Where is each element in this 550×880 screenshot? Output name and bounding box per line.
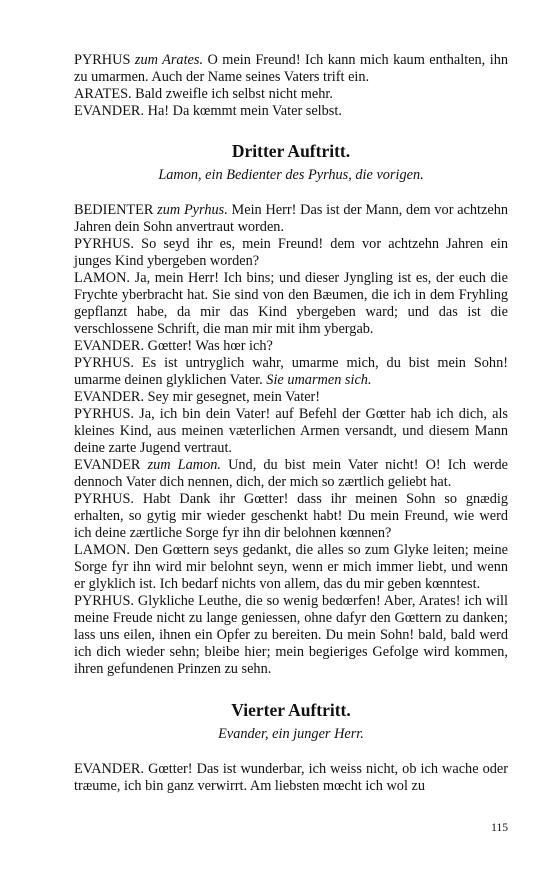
speaker-name: EVANDER — [74, 457, 141, 473]
dialogue-text: Ja, mein Herr! Ich bins; und dieser Jyngling ist es, der euch die Frychte yberbracht hat. Sie sind von den Bæumen, die ich in dem Fryhling gepflanzt habe, da mir das Kind ybergeben ward; und das ist die verschlossene Schrift, die man mir mit ihm ybergab. — [74, 270, 509, 337]
speaker-name: PYRHUS. — [74, 593, 134, 609]
dialogue-line — [74, 457, 508, 491]
speaker-name: PYRHUS. — [74, 491, 134, 507]
speaker-name: PYRHUS. — [74, 355, 134, 371]
dialogue-line — [74, 270, 508, 338]
stage-direction: zum Lamon. — [147, 457, 221, 473]
dialogue-line — [74, 491, 508, 542]
stage-direction: zum Arates. — [134, 52, 204, 68]
speaker-name: EVANDER. — [74, 103, 145, 119]
dialogue-text: Mein Herr! Das ist der Mann, dem vor achtzehn Jahren dein Sohn anvertraut worden. — [74, 202, 509, 235]
dialogue-text: Gœtter! Das ist wunderbar, ich weiss nicht, ob ich wache oder træume, ich bin ganz verwirrt. Am liebsten mœcht ich wol zu — [74, 761, 509, 794]
dialogue-line — [74, 406, 508, 457]
speaker-name: EVANDER. — [74, 389, 145, 405]
dialogue-line — [74, 389, 508, 406]
scene-title-dritter: Dritter Auftritt. — [231, 141, 351, 161]
speaker-name: EVANDER. — [74, 338, 145, 354]
dialogue-text: Ja, ich bin dein Vater! auf Befehl der Gœtter hab ich dich, als kleines Kind, aus meinen væterlichen Armen versandt, und diesem Mann deine zarte Jugend vertraut. — [74, 406, 508, 456]
dialogue-block-scene4 — [74, 761, 508, 795]
stage-direction: Sie umarmen sich. — [266, 372, 372, 388]
speaker-name: LAMON. — [74, 270, 130, 286]
dialogue-block-scene3 — [74, 202, 508, 678]
scene-subtitle-dritter: Lamon, ein Bedienter des Pyrhus, die vorigen. — [158, 167, 424, 183]
dialogue-line — [74, 52, 508, 86]
dialogue-line — [74, 355, 508, 389]
stage-direction: zum Pyrhus. — [157, 202, 228, 218]
speaker-name: PYRHUS. — [74, 236, 134, 252]
dialogue-text: Bald zweifle ich selbst nicht mehr. — [135, 86, 333, 102]
dialogue-line — [74, 202, 508, 236]
dialogue-text: Gœtter! Was hœr ich? — [147, 338, 273, 354]
dialogue-text: Es ist untryglich wahr, umarme mich, du bist mein Sohn! umarme deinen glyklichen Vater. — [74, 355, 508, 388]
dialogue-text: Habt Dank ihr Gœtter! dass ihr meinen Sohn so gnædig erhalten, so gytig mir wieder geschenkt habt! Du mein Freund, wie werd ich deine zærtliche Sorge fyr ihn dir belohnen kœnnen? — [74, 491, 508, 541]
dialogue-line — [74, 103, 508, 120]
speaker-name: BEDIENTER — [74, 202, 154, 218]
dialogue-line — [74, 236, 508, 270]
page-number: 115 — [491, 822, 508, 834]
dialogue-text: Den Gœttern seys gedankt, die alles so zum Glyke leiten; meine Sorge fyr ihn wird mir belohnt seyn, wenn er mich immer liebt, und wenn er glyklich ist. Ich bedarf nichts von allem, das du mir geben kœnntest. — [74, 542, 508, 592]
dialogue-text: Sey mir gesegnet, mein Vater! — [147, 389, 321, 405]
speaker-name: LAMON. — [74, 542, 130, 558]
dialogue-block-top — [74, 52, 508, 120]
dialogue-line — [74, 86, 508, 103]
speaker-name: PYRHUS — [74, 52, 131, 68]
scene-subtitle-vierter: Evander, ein junger Herr. — [218, 726, 364, 742]
speaker-name: PYRHUS. — [74, 406, 134, 422]
dialogue-text: Ha! Da kœmmt mein Vater selbst. — [147, 103, 342, 119]
dialogue-text: So seyd ihr es, mein Freund! dem vor achtzehn Jahren ein junges Kind ybergeben worden? — [74, 236, 508, 269]
speaker-name: ARATES. — [74, 86, 132, 102]
dialogue-text: Und, du bist mein Vater nicht! O! Ich werde dennoch Vater dich nennen, dich, der mich so zærtlich geliebt hat. — [74, 457, 508, 490]
book-page — [74, 52, 508, 795]
speaker-name: EVANDER. — [74, 761, 145, 777]
dialogue-text: Glykliche Leuthe, die so wenig bedœrfen! Aber, Arates! ich will meine Freude nicht zu lange geniessen, ohne dafyr den Gœttern zu danken; lass uns eilen, ihnen ein Opfer zu bereiten. Du mein Sohn! bald, bald werd ich dich wieder sehn; bleibe hier; mein begieriges Gefolge wird kommen, ihren gefundenen Prinzen zu sehn. — [74, 593, 508, 677]
dialogue-text: O mein Freund! Ich kann mich kaum enthalten, ihn zu umarmen. Auch der Name seines Vaters trift ein. — [74, 52, 508, 85]
dialogue-line — [74, 542, 508, 593]
dialogue-line — [74, 761, 508, 795]
dialogue-line — [74, 593, 508, 678]
dialogue-line — [74, 338, 508, 355]
scene-title-vierter: Vierter Auftritt. — [231, 700, 351, 720]
